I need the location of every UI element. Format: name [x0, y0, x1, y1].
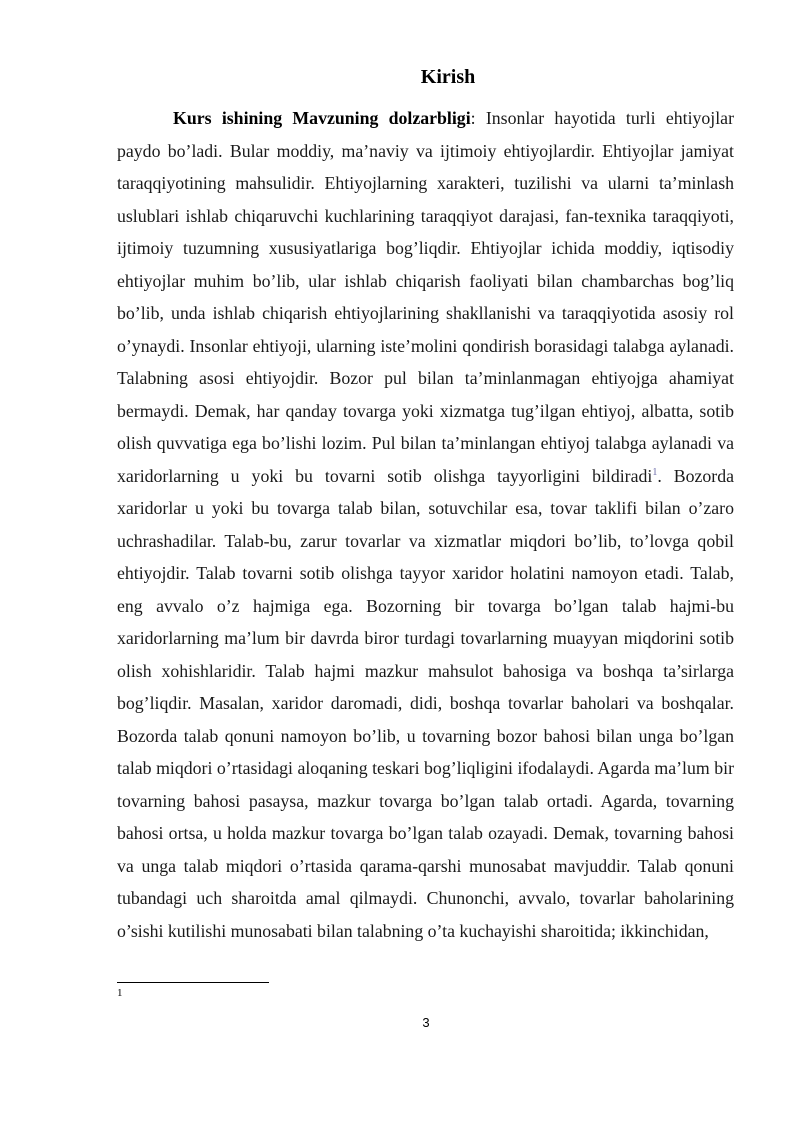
- page-number: 3: [422, 1015, 430, 1030]
- footnote-separator: [117, 982, 269, 983]
- paragraph-text-part2: . Bozorda xaridorlar u yoki bu tovarga talab bilan, sotuvchilar esa, tovar taklifi bilan o’zaro uchrashadilar. Talab-bu, zarur tovarlar va xizmatlar miqdori bo’lib, to’lovga qobil ehtiyojdir. Talab tovarni sotib olishga tayyor xaridor holatini namoyon etadi. Talab, eng avvalo o’z hajmiga ega. Bozorning bir tovarga bo’lgan talab hajmi-bu xaridorlarning ma’lum bir davrda biror turdagi tovarlarning muayyan miqdorini sotib olish xohishlaridir. Talab hajmi mazkur mahsulot bahosiga va boshqa ta’sirlarga bog’liqdir. Masalan, xaridor daromadi, didi, boshqa tovarlar baholari va boshqalar. Bozorda talab qonuni namoyon bo’lib, u tovarning bozor bahosi bilan unga bo’lgan talab miqdori o’rtasidagi aloqaning teskari bog’liqligini ifodalaydi. Agarda ma’lum bir tovarning bahosi pasaysa, mazkur tovarga bo’lgan talab ortadi. Agarda, tovarning bahosi ortsa, u holda mazkur tovarga bo’lgan talab ozayadi. Demak, tovarning bahosi va unga talab miqdori o’rtasida qarama-qarshi munosabat mavjuddir. Talab qonuni tubandagi uch sharoitda amal qilmaydi. Chunonchi, avvalo, tovarlar baholarining o’sishi kutilishi munosabati bilan talabning o’ta kuchayishi sharoitida; ikkinchidan,: [117, 465, 734, 941]
- body-paragraph: [117, 102, 734, 947]
- page-title: Kirish: [420, 66, 476, 88]
- footnote-mark: 1: [117, 987, 123, 999]
- footnote-reference[interactable]: 1: [652, 466, 658, 478]
- paragraph-text-part1: : Insonlar hayotida turli ehtiyojlar paydo bo’ladi. Bular moddiy, ma’naviy va ijtimoiy ehtiyojlardir. Ehtiyojlar jamiyat taraqqiyotining mahsulidir. Ehtiyojlarning xarakteri, tuzilishi va ularni ta’minlash uslublari ishlab chiqaruvchi kuchlarining taraqqiyot darajasi, fan-texnika taraqqiyoti, ijtimoiy tuzumning xususiyatlariga bog’liqdir. Ehtiyojlar ichida moddiy, iqtisodiy ehtiyojlar muhim bo’lib, ular ishlab chiqarish faoliyati bilan chambarchas bog’liq bo’lib, unda ishlab chiqarish ehtiyojlarining shakllanishi va taraqqiyotida asosiy rol o’ynaydi. Insonlar ehtiyoji, ularning iste’molini qondirish borasidagi talabga aylanadi. Talabning asosi ehtiyojdir. Bozor pul bilan ta’minlanmagan ehtiyojga ahamiyat bermaydi. Demak, har qanday tovarga yoki xizmatga tug’ilgan ehtiyoj, albatta, sotib olish quvvatiga ega bo’lishi lozim. Pul bilan ta’minlangan ehtiyoj talabga aylanadi va xaridorlarning u yoki bu tovarni sotib olishga tayyorligini bildiradi: [117, 108, 734, 486]
- section-lead-heading: Kurs ishining Mavzuning dolzarbligi: [173, 108, 471, 128]
